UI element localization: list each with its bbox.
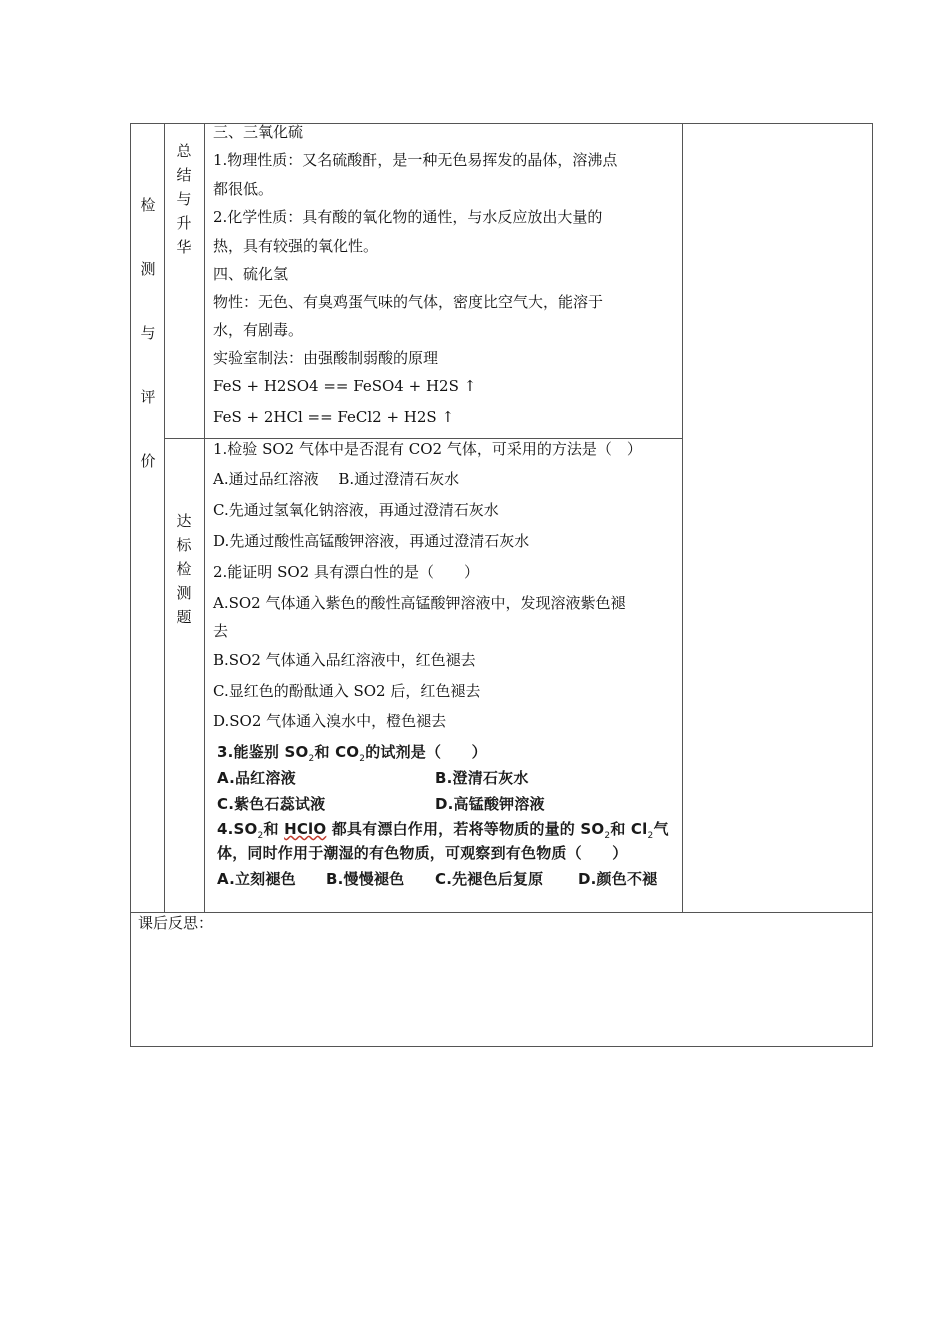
table-divider-row-reflection [130, 912, 873, 913]
table-bottom-border [130, 1046, 873, 1047]
table-divider-col2 [204, 123, 205, 913]
table-divider-col3 [682, 123, 683, 913]
summary-line: 水，有剧毒。 [213, 321, 304, 339]
question-4-stem: $4.SO_2$和 HClO 都具有漂白作用，若将等物质的量的 $SO_2$和 $Cl_2$气 [217, 820, 669, 841]
question-option: B.SO2 气体通入品红溶液中，红色褪去 [213, 651, 476, 669]
summary-line: 都很低。 [213, 180, 274, 198]
table-left-border [130, 123, 131, 1047]
question-option: A.SO2 气体通入紫色的酸性高锰酸钾溶液中，发现溶液紫色褪 [213, 594, 626, 612]
summary-line: 四、硫化氢 [213, 265, 289, 283]
section-label-summary: 总 结 与 升 华 [176, 142, 192, 256]
question-3-option-c: C.紫色石蕊试液 [217, 795, 326, 813]
question-option: A.通过品红溶液 B.通过澄清石灰水 [213, 470, 460, 488]
question-option: C.先通过氢氧化钠溶液，再通过澄清石灰水 [213, 501, 499, 519]
question-4-option-d: D.颜色不褪 [578, 870, 658, 888]
question-4-stem-cont: 体，同时作用于潮湿的有色物质，可观察到有色物质（ ） [217, 844, 628, 862]
summary-line: 实验室制法：由强酸制弱酸的原理 [213, 349, 439, 367]
question-3-stem: 3.能鉴别 $SO_2$和 $CO_2$的试剂是（ ） [217, 743, 487, 764]
section-label-evaluation: 检 测 与 评 价 [140, 196, 156, 470]
summary-line: 热，具有较强的氧化性。 [213, 237, 379, 255]
question-3-option-d: D.高锰酸钾溶液 [435, 795, 545, 813]
question-3-option-b: B.澄清石灰水 [435, 769, 529, 787]
question-4-option-c: C.先褪色后复原 [435, 870, 544, 888]
question-line: 1.检验 SO2 气体中是否混有 CO2 气体，可采用的方法是（ ） [213, 440, 642, 458]
reflection-label: 课后反思： [138, 914, 214, 932]
summary-line: 1.物理性质：又名硫酸酐，是一种无色易挥发的晶体，溶沸点 [213, 151, 618, 169]
question-option: C.显红色的酚酞通入 SO2 后，红色褪去 [213, 682, 481, 700]
section-label-test: 达 标 检 测 题 [176, 512, 192, 626]
table-divider-row-middle [164, 438, 683, 439]
summary-line: 2.化学性质：具有酸的氧化物的通性，与水反应放出大量的 [213, 208, 603, 226]
table-divider-col1 [164, 123, 165, 913]
question-option: D.SO2 气体通入溴水中，橙色褪去 [213, 712, 447, 730]
question-line: 2.能证明 SO2 具有漂白性的是（ ） [213, 563, 479, 581]
question-4-option-a: A.立刻褪色 [217, 870, 296, 888]
equation-line: FeS + 2HCl == FeCl2 + H2S ↑ [213, 408, 455, 426]
question-option: D.先通过酸性高锰酸钾溶液，再通过澄清石灰水 [213, 532, 530, 550]
equation-line: FeS + H2SO4 == FeSO4 + H2S ↑ [213, 377, 477, 395]
question-option: 去 [213, 622, 229, 640]
question-4-option-b: B.慢慢褪色 [326, 870, 405, 888]
summary-line: 物性：无色、有臭鸡蛋气味的气体，密度比空气大，能溶于 [213, 293, 604, 311]
summary-line: 三、三氧化硫 [213, 123, 304, 141]
question-3-option-a: A.品红溶液 [217, 769, 296, 787]
table-right-border [872, 123, 873, 1047]
